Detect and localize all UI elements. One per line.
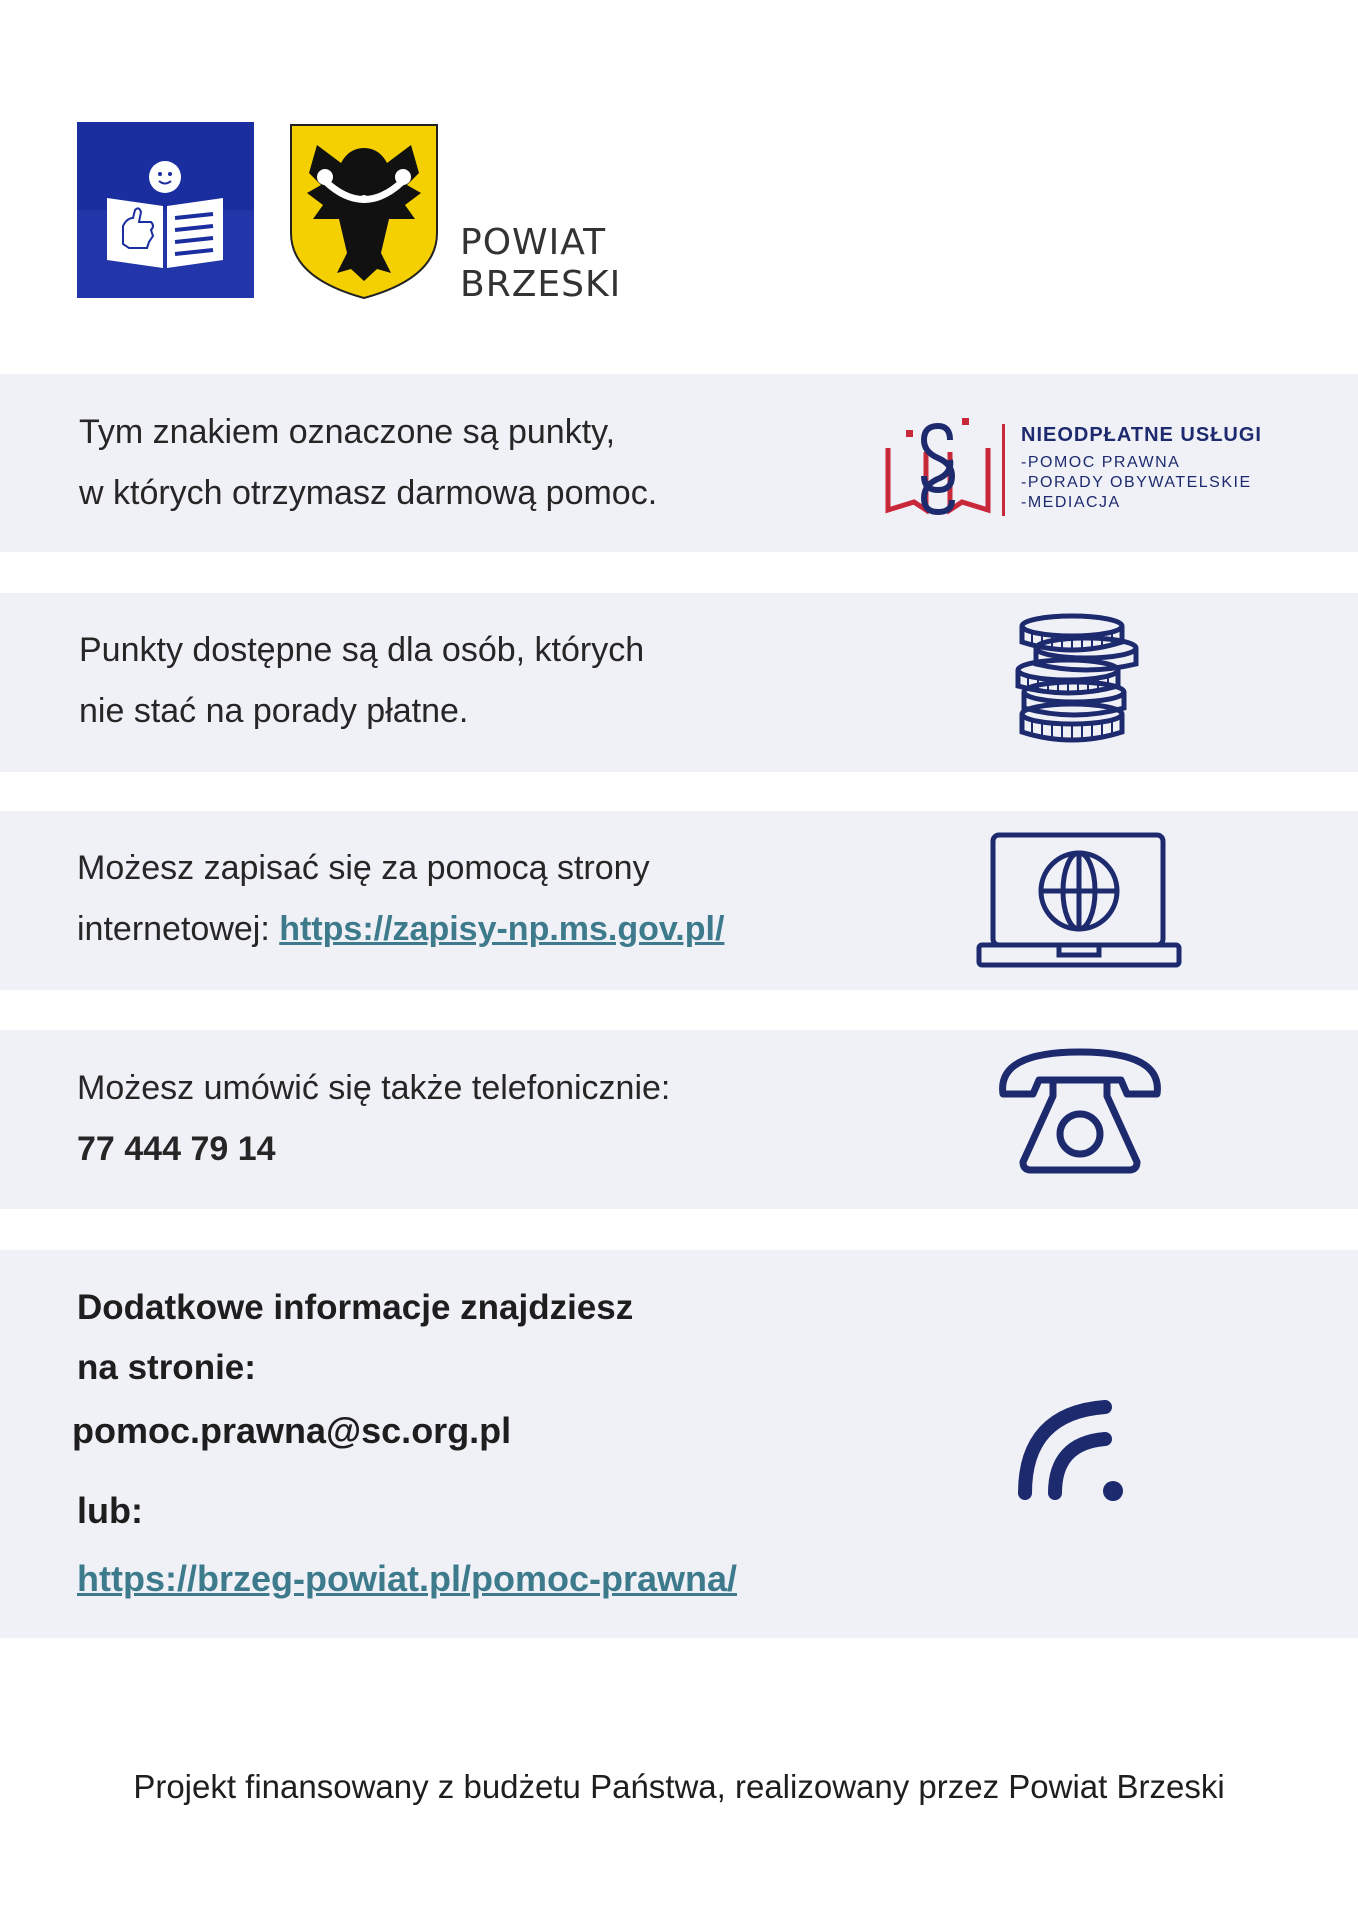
np-title: NIEODPŁATNE USŁUGI: [1021, 424, 1262, 446]
phone-icon: [995, 1044, 1165, 1179]
np-line1: -POMOC PRAWNA: [1021, 454, 1181, 471]
or-label: lub:: [77, 1490, 143, 1531]
section3-prefix: internetowej:: [77, 910, 280, 948]
coins-icon: [1010, 612, 1150, 754]
email-address[interactable]: pomoc.prawna@sc.org.pl: [72, 1410, 512, 1451]
powiat-line1: POWIAT: [460, 222, 607, 263]
laptop-globe-icon: [975, 831, 1185, 971]
coat-of-arms: [289, 123, 439, 300]
easy-to-read-logo: [77, 122, 254, 298]
section3-line2: [77, 899, 724, 960]
powiat-brzeski-label: [460, 222, 621, 306]
section4-line1: Możesz umówić się także telefonicznie:: [77, 1069, 671, 1107]
section5-line2: na stronie:: [77, 1348, 256, 1387]
np-divider: [1002, 424, 1005, 516]
np-subtitles: [1021, 453, 1252, 513]
np-line3: -MEDIACJA: [1021, 494, 1121, 511]
phone-number[interactable]: 77 444 79 14: [77, 1130, 276, 1168]
np-line2: -PORADY OBYWATELSKIE: [1021, 474, 1252, 491]
section2-text: [79, 620, 644, 742]
zapisy-link[interactable]: https://zapisy-np.ms.gov.pl/: [279, 910, 725, 948]
wifi-icon: [1015, 1393, 1130, 1508]
footer-funding-note: Projekt finansowany z budżetu Państwa, realizowany przez Powiat Brzeski: [133, 1768, 1225, 1805]
section3-line1: Możesz zapisać się za pomocą strony: [77, 849, 650, 887]
section5-heading: [77, 1278, 633, 1398]
section1-line1: Tym znakiem oznaczone są punkty,: [79, 413, 616, 451]
section2-line1: Punkty dostępne są dla osób, których: [79, 631, 645, 669]
section1-text: [79, 402, 657, 524]
section4-text: [77, 1058, 670, 1180]
powiat-line2: BRZESKI: [460, 264, 622, 305]
section1-line2: w których otrzymasz darmową pomoc.: [79, 474, 658, 512]
section3-text: [77, 838, 724, 960]
paragraph-book-logo: [878, 410, 998, 525]
section5-line1: Dodatkowe informacje znajdziesz: [77, 1288, 634, 1327]
powiat-pomoc-link[interactable]: https://brzeg-powiat.pl/pomoc-prawna/: [77, 1558, 737, 1599]
section2-line2: nie stać na porady płatne.: [79, 692, 469, 730]
